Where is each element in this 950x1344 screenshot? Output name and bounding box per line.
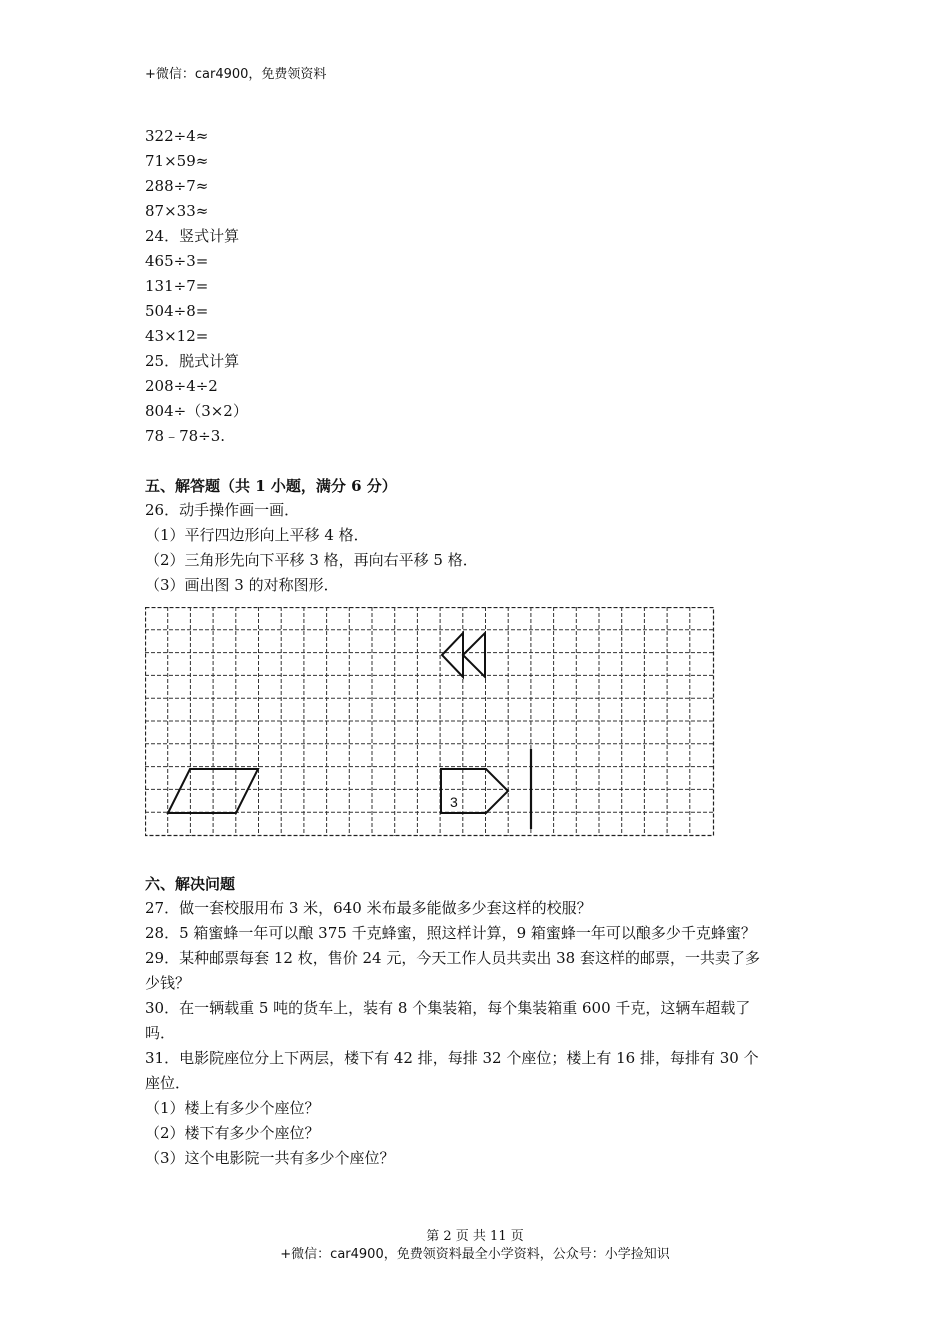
estimation-item: 288÷7≈ [145, 177, 209, 195]
question-26-sub-2: （2）三角形先向下平移 3 格，再向右平移 5 格． [145, 551, 478, 569]
question-31-sub-1: （1）楼上有多少个座位？ [145, 1099, 320, 1117]
header-watermark-text: +微信：car4900，免费领资料 [145, 67, 327, 82]
question-29: 29．某种邮票每套 12 枚，售价 24 元，今天工作人员共卖出 38 套这样的邮票，一共卖了多 [145, 949, 760, 967]
question-28: 28．5 箱蜜蜂一年可以酿 375 千克蜂蜜，照这样计算，9 箱蜜蜂一年可以酿多少千克蜂蜜？ [145, 924, 756, 942]
question-31-cont: 座位． [145, 1074, 191, 1092]
q25-item: 804÷（3×2） [145, 402, 248, 420]
q24-item: 465÷3= [145, 252, 209, 270]
grid-figure [145, 607, 717, 837]
footer-watermark-text: +微信：car4900，免费领资料最全小学资料，公众号：小学捡知识 [280, 1247, 670, 1262]
page-number: 第 2 页 共 11 页 [426, 1229, 524, 1244]
q24-item: 43×12= [145, 327, 209, 345]
question-24-title: 24．竖式计算 [145, 227, 240, 245]
question-30: 30．在一辆载重 5 吨的货车上，装有 8 个集装箱，每个集装箱重 600 千克，这辆车超载了 [145, 999, 751, 1017]
question-30-cont: 吗． [145, 1024, 176, 1042]
section-5-title: 五、解答题（共 1 小题，满分 6 分） [145, 477, 397, 495]
estimation-item: 71×59≈ [145, 152, 209, 170]
section-6-title: 六、解决问题 [145, 875, 236, 893]
triangle-shape-left [442, 633, 463, 677]
question-31-sub-3: （3）这个电影院一共有多少个座位？ [145, 1149, 395, 1167]
question-31-sub-2: （2）楼下有多少个座位？ [145, 1124, 320, 1142]
question-29-cont: 少钱？ [145, 974, 191, 992]
question-27: 27．做一套校服用布 3 米，640 米布最多能做多少套这样的校服？ [145, 899, 592, 917]
estimation-item: 322÷4≈ [145, 127, 209, 145]
question-26-sub-1: （1）平行四边形向上平移 4 格． [145, 526, 369, 544]
question-26-sub-3: （3）画出图 3 的对称图形． [145, 576, 339, 594]
figure-3-label: 3 [450, 794, 458, 810]
q25-item: 78﹣78÷3. [145, 427, 226, 445]
estimation-item: 87×33≈ [145, 202, 209, 220]
q24-item: 131÷7= [145, 277, 209, 295]
grid-lines [145, 607, 714, 836]
q25-item: 208÷4÷2 [145, 377, 218, 395]
question-31: 31．电影院座位分上下两层，楼下有 42 排，每排 32 个座位；楼上有 16 排，每排有 30 个 [145, 1049, 759, 1067]
question-26: 26．动手操作画一画． [145, 501, 300, 519]
triangle-shape-right [463, 633, 485, 677]
q24-item: 504÷8= [145, 302, 209, 320]
question-25-title: 25．脱式计算 [145, 352, 240, 370]
